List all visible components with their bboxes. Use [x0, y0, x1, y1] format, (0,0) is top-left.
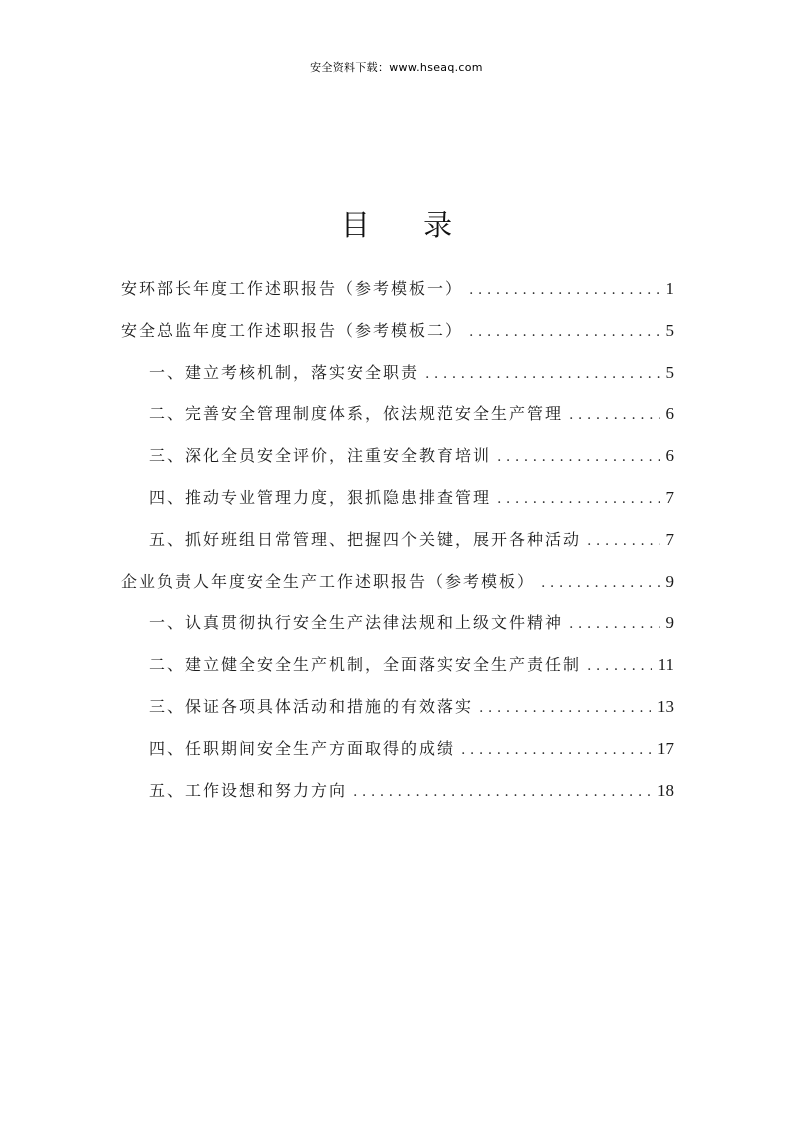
- toc-entry[interactable]: [121, 401, 674, 443]
- toc-page-number: 1: [665, 279, 674, 298]
- toc-entry-text: 三、保证各项具体活动和措施的有效落实: [149, 696, 474, 716]
- toc-entry-text: 五、抓好班组日常管理、把握四个关键，展开各种活动: [149, 529, 582, 549]
- toc-page-number: 6: [665, 404, 674, 424]
- toc-leader-dots: [461, 742, 651, 758]
- toc-entry[interactable]: [121, 276, 674, 318]
- toc-leader-dots: [479, 700, 651, 716]
- toc-page-number: 11: [657, 655, 674, 675]
- table-of-contents: [121, 276, 674, 819]
- toc-entry[interactable]: [121, 527, 674, 569]
- toc-entry-text: 五、工作设想和努力方向: [149, 780, 348, 800]
- toc-leader-dots: [569, 616, 659, 632]
- toc-entry-text: 四、任职期间安全生产方面取得的成绩: [149, 738, 456, 758]
- toc-entry-text: 一、建立考核机制，落实安全职责: [149, 362, 420, 382]
- toc-page-number: 7: [665, 529, 674, 549]
- toc-leader-dots: [497, 491, 659, 507]
- toc-leader-dots: [353, 784, 651, 800]
- toc-page-number: 6: [665, 446, 674, 466]
- toc-page-number: 5: [665, 362, 674, 382]
- toc-page-number: 17: [657, 738, 674, 758]
- toc-entry-text: 一、认真贯彻执行安全生产法律法规和上级文件精神: [149, 613, 564, 633]
- toc-leader-dots: [497, 449, 659, 465]
- toc-title: 目 录: [340, 208, 475, 242]
- toc-page-number: 18: [657, 780, 674, 800]
- toc-leader-dots: [587, 533, 659, 549]
- toc-page-number: 5: [665, 320, 674, 340]
- toc-entry[interactable]: [121, 736, 674, 778]
- toc-entry-text: 安全总监年度工作述职报告（参考模板二）: [121, 320, 464, 340]
- toc-page-number: 7: [665, 487, 674, 507]
- toc-entry[interactable]: [121, 778, 674, 820]
- toc-entry[interactable]: [121, 360, 674, 402]
- toc-entry[interactable]: [121, 652, 674, 694]
- toc-entry[interactable]: [121, 443, 674, 485]
- toc-entry-text: 二、建立健全安全生产机制，全面落实安全生产责任制: [149, 655, 582, 675]
- toc-entry-text: 三、深化全员安全评价，注重安全教育培训: [149, 446, 492, 466]
- toc-leader-dots: [425, 366, 659, 382]
- toc-page-number: 13: [657, 696, 674, 716]
- toc-leader-dots: [541, 575, 659, 591]
- page-header: 安全资料下载：www.hseaq.com: [310, 61, 483, 74]
- toc-leader-dots: [469, 282, 659, 298]
- toc-entry[interactable]: [121, 318, 674, 360]
- toc-entry[interactable]: [121, 485, 674, 527]
- toc-page-number: 9: [665, 571, 674, 591]
- toc-leader-dots: [587, 658, 652, 674]
- toc-entry-text: 企业负责人年度安全生产工作述职报告（参考模板）: [121, 571, 536, 591]
- toc-entry-text: 安环部长年度工作述职报告（参考模板一）: [121, 279, 464, 298]
- toc-entry[interactable]: [121, 610, 674, 652]
- toc-leader-dots: [569, 407, 659, 423]
- toc-leader-dots: [469, 324, 659, 340]
- toc-page-number: 9: [665, 613, 674, 633]
- toc-entry[interactable]: [121, 694, 674, 736]
- toc-entry-text: 四、推动专业管理力度，狠抓隐患排查管理: [149, 487, 492, 507]
- toc-entry-text: 二、完善安全管理制度体系，依法规范安全生产管理: [149, 404, 564, 424]
- toc-entry[interactable]: [121, 569, 674, 611]
